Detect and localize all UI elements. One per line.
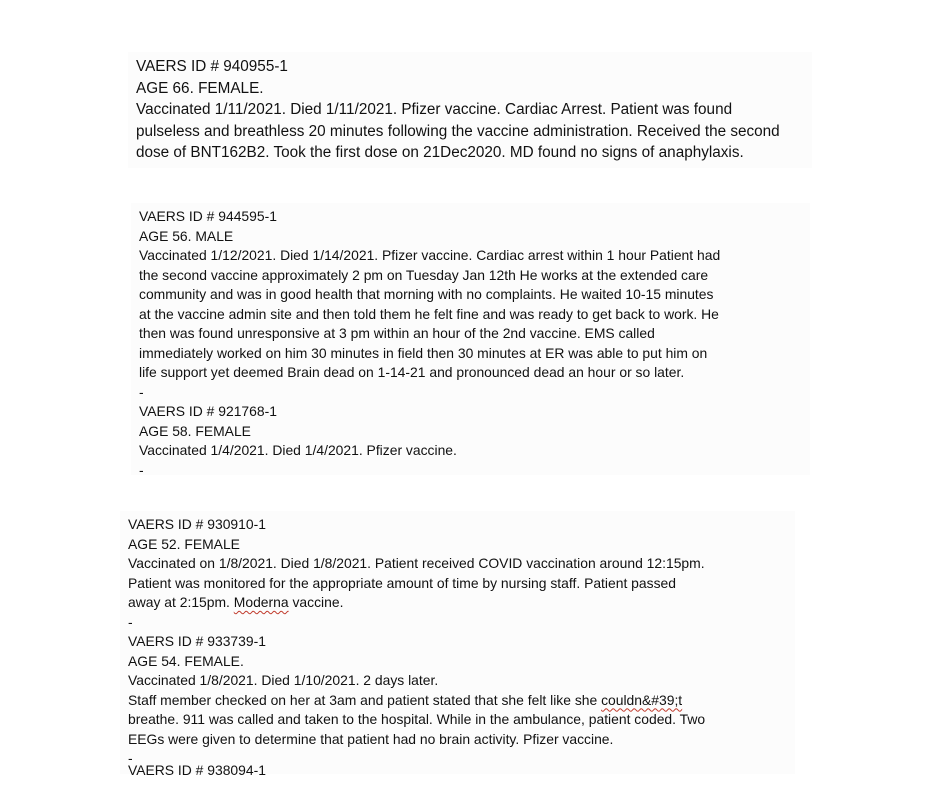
report-text-line: Vaccinated on 1/8/2021. Died 1/8/2021. Patient received COVID vaccination around 12:15pm.	[128, 555, 705, 571]
report-text-line	[128, 593, 343, 613]
report-text-line: the second vaccine approximately 2 pm on Tuesday Jan 12th He works at the extended care	[139, 266, 709, 283]
vaers-report-snippet-3	[120, 511, 795, 778]
report-text-line: Vaccinated 1/8/2021. Died 1/10/2021. 2 days later.	[128, 672, 439, 688]
report-id: VAERS ID # 921768-1	[139, 403, 277, 419]
report-id: VAERS ID # 930910-1	[128, 516, 266, 532]
report-text-line: at the vaccine admin site and then told them he felt fine and was ready to get back to work. He	[139, 305, 719, 322]
report-text-line: EEGs were given to determine that patient had no brain activity. Pfizer vaccine.	[128, 730, 614, 747]
report-text-line: Vaccinated 1/11/2021. Died 1/11/2021. Pfizer vaccine. Cardiac Arrest. Patient was found	[136, 101, 733, 118]
report-text-line	[128, 691, 682, 711]
cut-off-line	[128, 762, 268, 778]
report-text-segment: Staff member checked on her at 3am and patient stated that she felt like she	[128, 691, 602, 708]
separator-dash: -	[139, 461, 144, 478]
report-text-line: Vaccinated 1/12/2021. Died 1/14/2021. Pfizer vaccine. Cardiac arrest within 1 hour Patient had	[139, 247, 721, 263]
spellcheck-flagged-word: Moderna	[233, 594, 289, 610]
report-text-line: Vaccinated 1/4/2021. Died 1/4/2021. Pfizer vaccine.	[139, 442, 457, 458]
report-id: VAERS ID # 940955-1	[136, 58, 288, 75]
vaers-report-snippet-2	[131, 203, 810, 478]
report-id: VAERS ID # 933739-1	[128, 633, 266, 649]
report-age-sex: AGE 54. FEMALE.	[128, 652, 244, 669]
report-text-segment: vaccine.	[288, 594, 344, 610]
report-age-sex: AGE 56. MALE	[139, 227, 234, 244]
report-age-sex: AGE 58. FEMALE	[139, 422, 251, 439]
vaers-report-snippet-1	[128, 52, 812, 168]
report-id: VAERS ID # 944595-1	[139, 208, 277, 224]
report-text-line: immediately worked on him 30 minutes in field then 30 minutes at ER was able to put him on	[139, 344, 708, 361]
separator-dash: -	[128, 750, 133, 766]
report-text-line: then was found unresponsive at 3 pm within an hour of the 2nd vaccine. EMS called	[139, 325, 655, 341]
report-text-line: community and was in good health that morning with no complaints. He waited 10-15 minutes	[139, 286, 714, 302]
separator-dash: -	[139, 383, 144, 400]
report-text-line: life support yet deemed Brain dead on 1-14-21 and pronounced dead an hour or so later.	[139, 364, 685, 380]
report-age-sex: AGE 66. FEMALE.	[136, 79, 264, 97]
report-text-line: dose of BNT162B2. Took the first dose on 21Dec2020. MD found no signs of anaphylaxis.	[136, 144, 744, 161]
separator-dash: -	[128, 613, 133, 630]
report-text-line: Patient was monitored for the appropriate amount of time by nursing staff. Patient passed	[128, 574, 676, 591]
report-text-segment: away at 2:15pm.	[128, 594, 234, 610]
report-text-line: pulseless and breathless 20 minutes following the vaccine administration. Received the second	[136, 122, 780, 140]
cut-off-text: VAERS ID # 938094-1	[128, 762, 266, 778]
report-age-sex: AGE 52. FEMALE	[128, 535, 240, 552]
report-text-line: breathe. 911 was called and taken to the hospital. While in the ambulance, patient coded. Two	[128, 711, 706, 727]
spellcheck-flagged-word: couldn&#39;t	[601, 691, 683, 708]
